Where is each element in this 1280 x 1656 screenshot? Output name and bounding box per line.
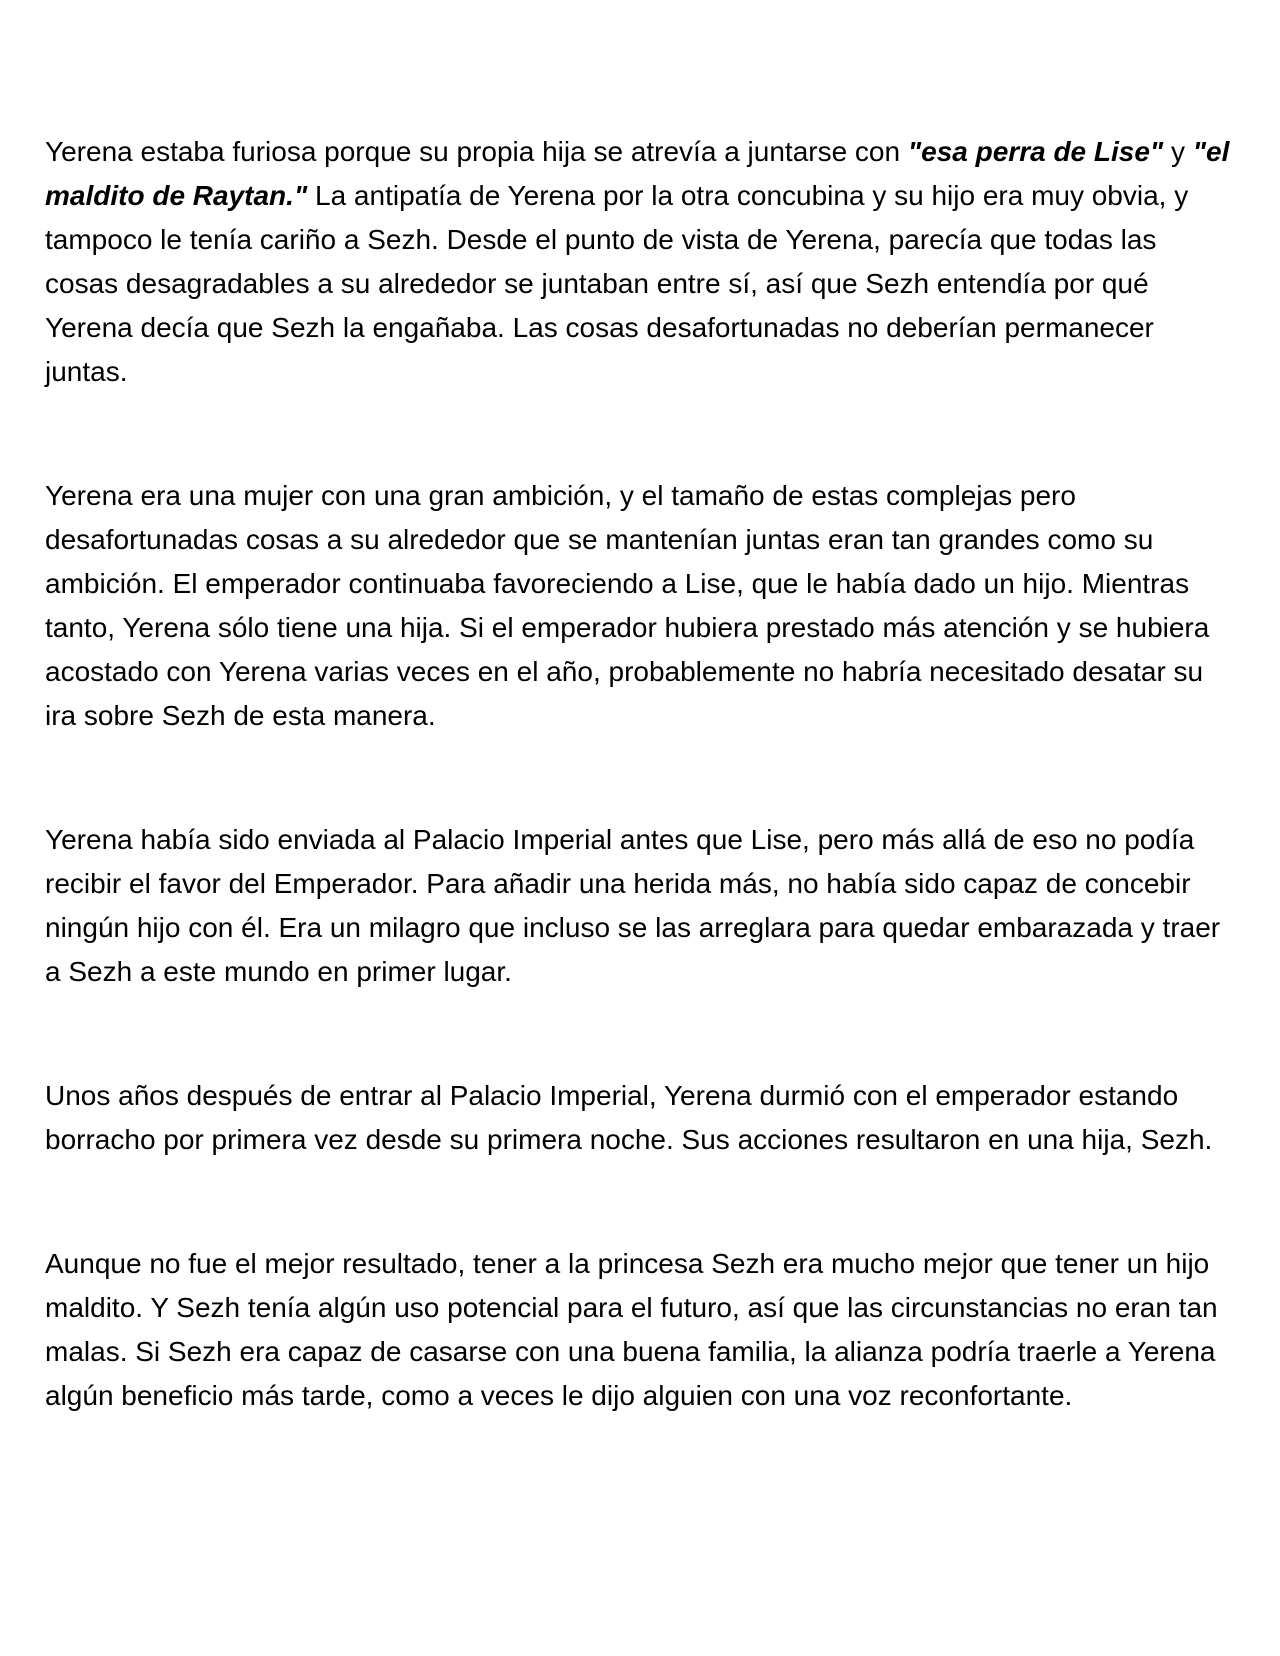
quote-raytan: "el maldito de Raytan.": [45, 136, 1230, 211]
paragraph-2: Yerena era una mujer con una gran ambición, y el tamaño de estas complejas pero desafortunadas cosas a su alrededor que se mantenían juntas eran tan grandes como su ambición. El emperador continuaba favoreciendo a Lise, que le había dado un hijo. Mientras tanto, Yerena sólo tiene una hija. Si el emperador hubiera prestado más atención y se hubiera acostado con Yerena varias veces en el año, probablemente no habría necesitado desatar su ira sobre Sezh de esta manera.: [45, 480, 1210, 731]
document-page: [45, 130, 1235, 1498]
paragraph-5: Aunque no fue el mejor resultado, tener a la princesa Sezh era mucho mejor que tener un hijo maldito. Y Sezh tenía algún uso potencial para el futuro, así que las circunstancias no eran tan malas. Si Sezh era capaz de casarse con una buena familia, la alianza podría traerle a Yerena algún beneficio más tarde, como a veces le dijo alguien con una voz reconfortante.: [45, 1248, 1218, 1411]
paragraph-1-text-a: Yerena estaba furiosa porque su propia hija se atrevía a juntarse con: [45, 136, 908, 167]
paragraph-1-text-c: y: [1163, 136, 1193, 167]
paragraph-1: [45, 130, 1235, 394]
paragraph-3: Yerena había sido enviada al Palacio Imperial antes que Lise, pero más allá de eso no podía recibir el favor del Emperador. Para añadir una herida más, no había sido capaz de concebir ningún hijo con él. Era un milagro que incluso se las arreglara para quedar embarazada y traer a Sezh a este mundo en primer lugar.: [45, 824, 1221, 987]
quote-lise: "esa perra de Lise": [907, 136, 1164, 167]
paragraph-4: Unos años después de entrar al Palacio Imperial, Yerena durmió con el emperador estando borracho por primera vez desde su primera noche. Sus acciones resultaron en una hija, Sezh.: [45, 1080, 1213, 1155]
paragraph-1-text-e: La antipatía de Yerena por la otra concubina y su hijo era muy obvia, y tampoco le tenía cariño a Sezh. Desde el punto de vista de Yerena, parecía que todas las cosas desagradables a su alrededor se juntaban entre sí, así que Sezh entendía por qué Yerena decía que Sezh la engañaba. Las cosas desafortunadas no deberían permanecer juntas.: [45, 180, 1189, 387]
